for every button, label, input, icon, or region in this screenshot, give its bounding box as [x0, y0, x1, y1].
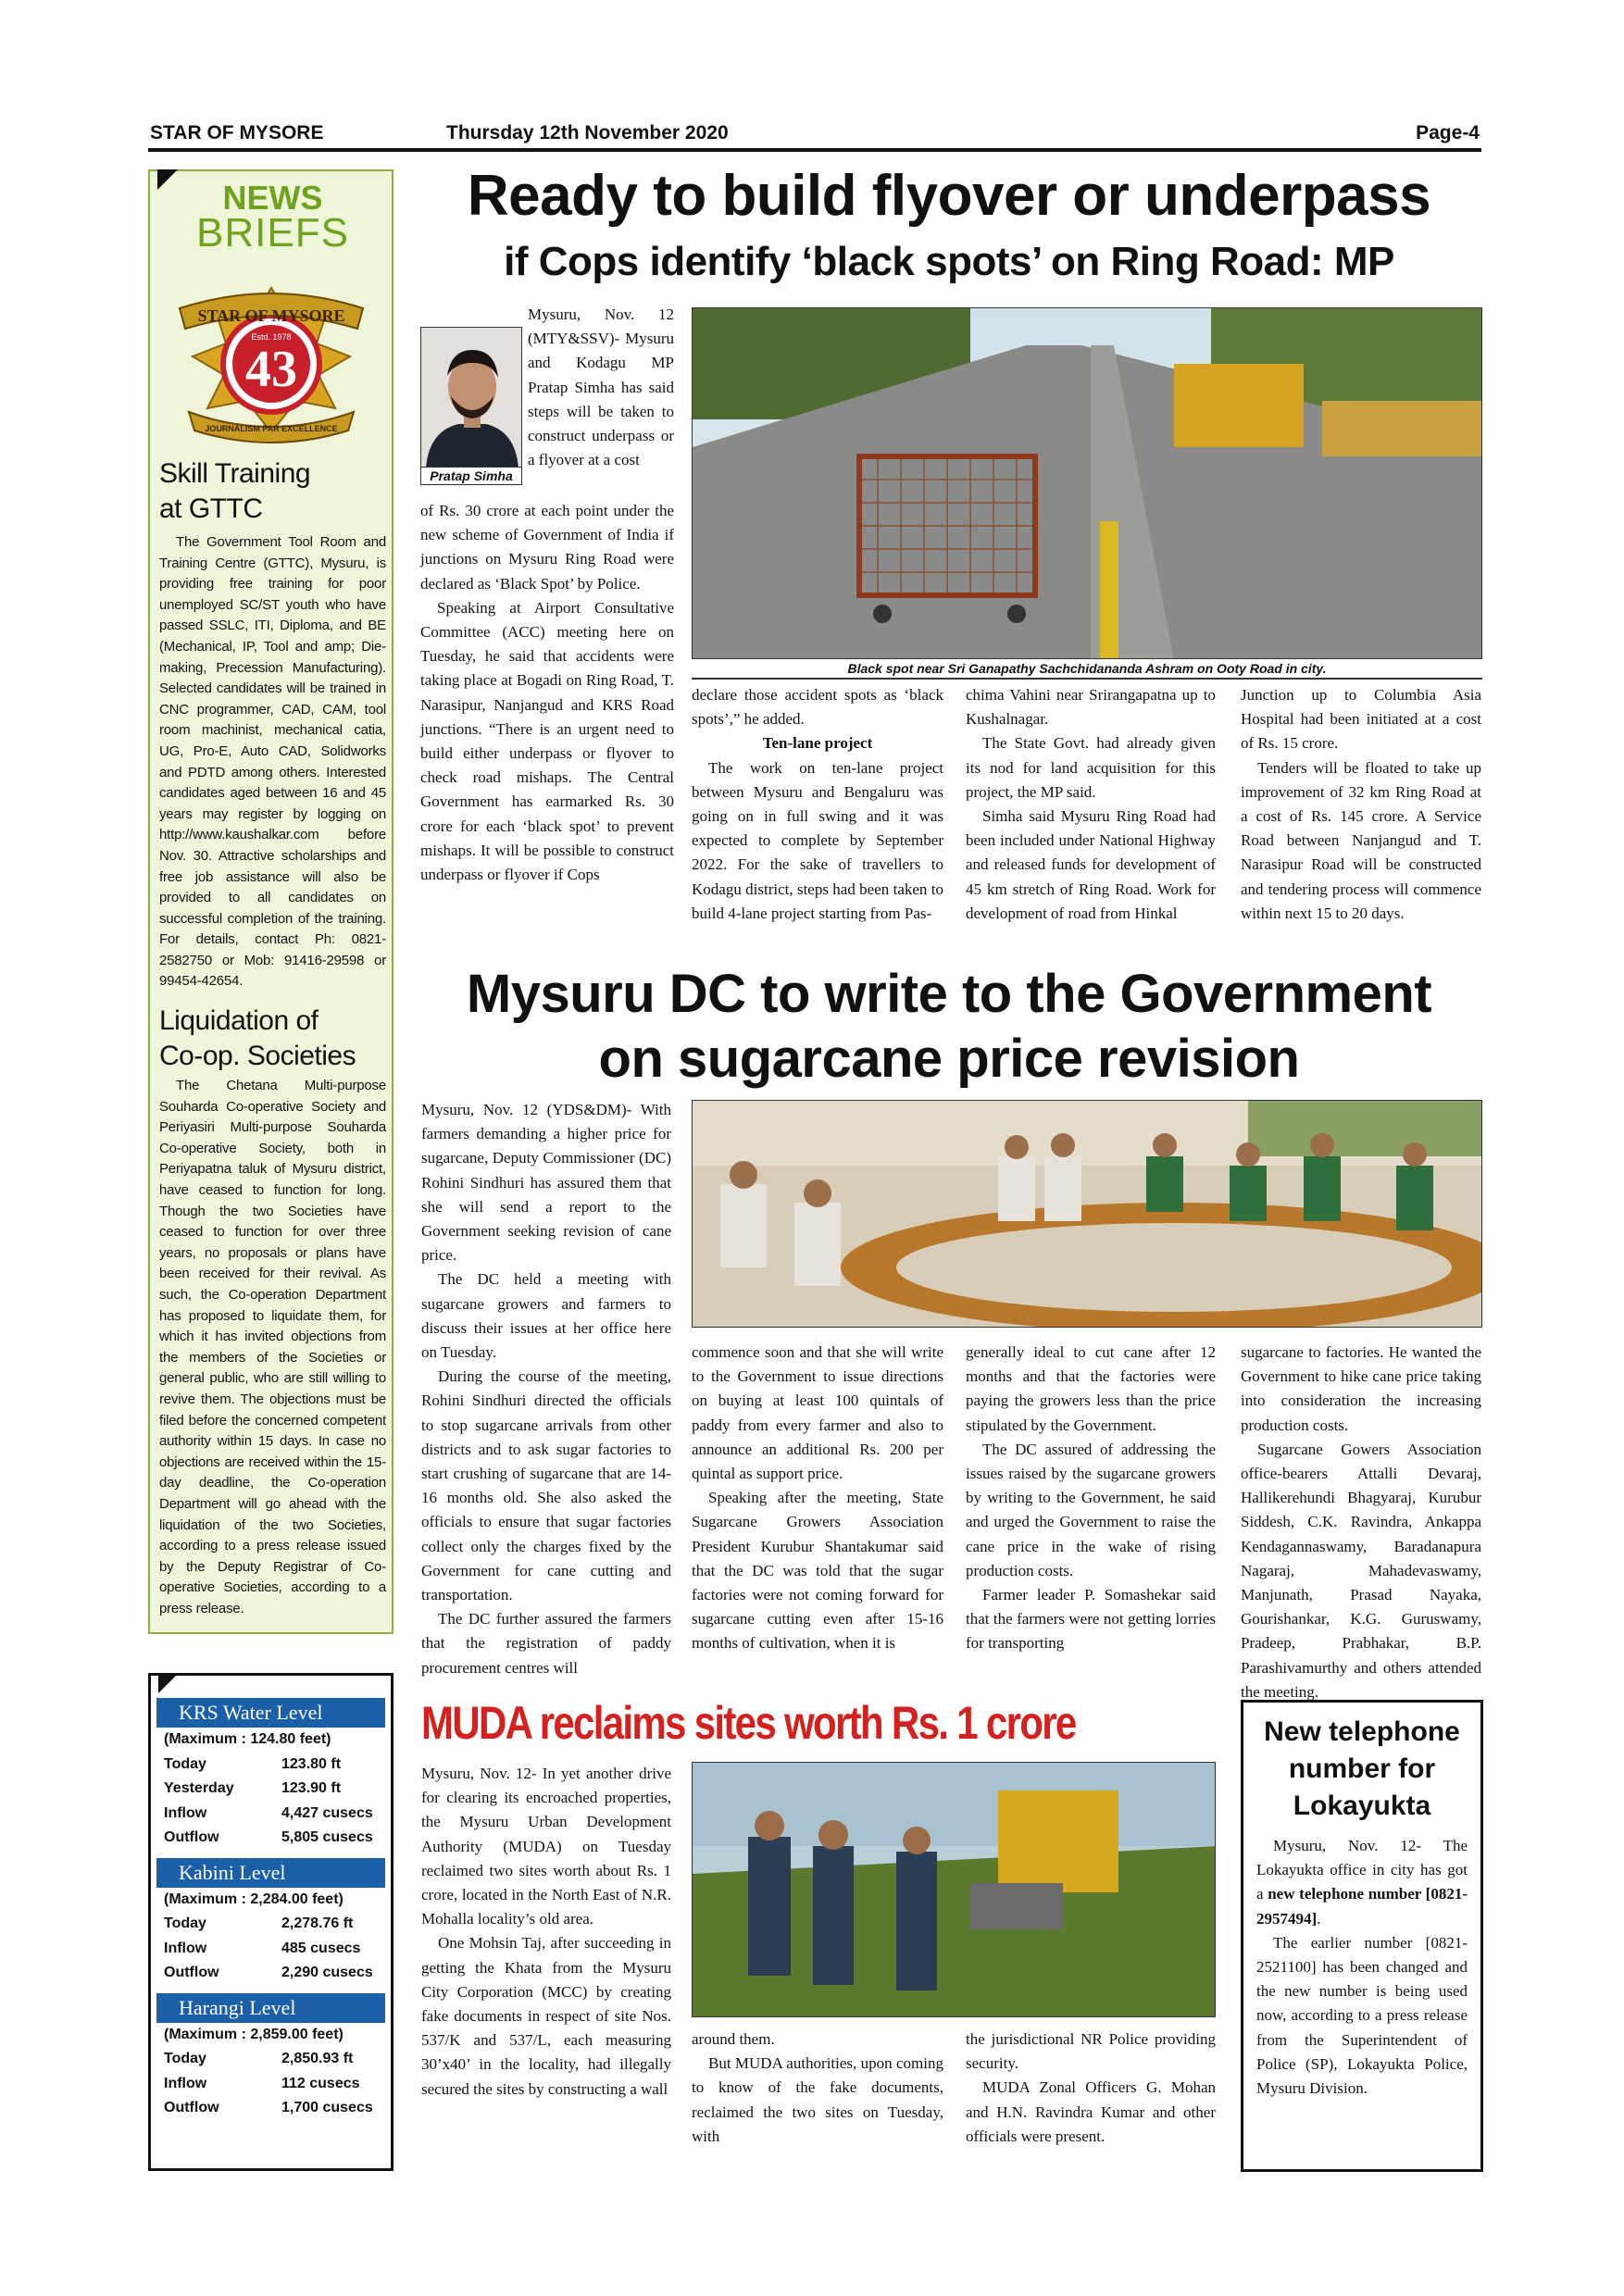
anniversary-logo — [152, 282, 391, 449]
news-briefs-panel — [148, 169, 394, 1634]
reservoir-row — [156, 2072, 385, 2097]
story3-headline: MUDA reclaims sites worth Rs. 1 crore — [421, 1697, 1076, 1749]
reservoir-row-label: Inflow — [164, 2075, 207, 2091]
story3-col2: around them. But MUDA authorities, upon coming to know of the fake documents, reclaimed the two sites on Tuesday, with — [692, 2030, 943, 2145]
reservoir-level-block — [156, 1858, 385, 1986]
reservoir-level-block — [156, 1698, 385, 1851]
reservoir-maximum: (Maximum : 2,284.00 feet) — [164, 1890, 344, 1907]
story4-body: Mysuru, Nov. 12- The Lokayukta office in city has got a new telephone number [0821-2957494]. The earlier number [0821-2521100] has been changed and the new number is being used now, according to a press release from the Superintendent of Police (SP), Lokayukta Police, Mysuru Division. — [1256, 1837, 1468, 2098]
story2-col2: commence soon and that she will write to the Government to issue directions on buying at least 100 quintals of paddy from every farmer and also to announce an additional Rs. 200 per quintal as support price. Speaking after the meeting, State Sugarcane Growers Association President Kurubur Shantakumar said that the DC was told that the sugar factories were not coming forward for sugarcane cutting even after 15-16 months of cultivation, when it is — [692, 1343, 943, 1653]
story2-col4: sugarcane to factories. He wanted the Government to hike cane price taking into consideration the increasing production costs. Sugarcane Gowers Association office-bearers Attalli Devaraj, Hallikerehundi Bhagyaraj, Kurubur Siddesh, C.K. Ravindra, Ankappa Kendagannaswamy, Baradanapura Nagaraj, Mahadevaswamy, Manjunath, Prasad Nayaka, Gourishankar, K.G. Guruswamy, Pradeep, Prabhakar, B.P. Parashivamurthy and others attended the meeting. — [1241, 1343, 1481, 1701]
phone-number: new telephone number [0821-2957494] — [1256, 1885, 1468, 1928]
reservoir-row — [156, 1937, 385, 1962]
reservoir-row-value: 123.80 ft — [281, 1755, 342, 1772]
reservoir-row — [156, 1912, 385, 1937]
story2-headline-line2: on sugarcane price revision — [598, 1029, 1300, 1089]
reservoir-title: KRS Water Level — [156, 1698, 385, 1728]
subhead: Ten-lane project — [762, 734, 873, 753]
issue-date: Thursday 12th November 2020 — [446, 122, 729, 144]
reservoir-row-value: 485 cusecs — [281, 1940, 361, 1956]
masthead — [148, 119, 1481, 152]
reservoir-row — [156, 1777, 385, 1802]
story1-col3: chima Vahini near Srirangapatna up to Kushalnagar. The State Govt. had already given its nod for land acquisition for this project, the MP said. Simha said Mysuru Ring Road had been included under National Highway and released funds for development of 45 km stretch of Ring Road. Work for development of road from Hinkal — [966, 686, 1216, 922]
muda-site-photo — [692, 1762, 1216, 2017]
corner-tick-icon — [158, 1673, 179, 1693]
brief-heading: Skill Training at GTTC — [159, 458, 311, 524]
portrait-photo — [420, 327, 522, 468]
svg-text:STAR OF MYSORE: STAR OF MYSORE — [197, 306, 345, 325]
story1-col1: of Rs. 30 crore at each point under the new scheme of Government of India if junctions on Mysuru Ring Road were declared as ‘Black Spot’ by Police. Speaking at Airport Consultative Committee (ACC) meeting here on Tuesday, he said that accidents were taking place at Bogadi on Ring Road, T. Narasipur, Nanjangud and KRS Road junctions. “There is an urgent need to build either underpass or flyover to check road mishaps. The Central Government has earmarked Rs. 30 crore for each ‘black spot’ to prevent mishaps. It will be possible to construct underpass or flyover if Cops — [420, 502, 674, 884]
reservoir-row-label: Inflow — [164, 1940, 207, 1956]
story2-headline-line1: Mysuru DC to write to the Government — [466, 964, 1432, 1024]
reservoir-title: Harangi Level — [156, 1993, 385, 2023]
ring-road-photo — [692, 307, 1482, 659]
reservoir-row-value: 2,278.76 ft — [281, 1915, 354, 1931]
reservoir-row-label: Outflow — [164, 1965, 219, 1980]
story1-headline: Ready to build flyover or underpass — [467, 164, 1431, 228]
briefs-title: NEWS BRIEFS — [196, 179, 349, 256]
reservoir-row — [156, 1753, 385, 1778]
meeting-photo — [692, 1100, 1482, 1328]
reservoir-row — [156, 2047, 385, 2072]
reservoir-row — [156, 2096, 385, 2121]
reservoir-row-value: 4,427 cusecs — [281, 1804, 373, 1821]
reservoir-row-label: Today — [164, 2051, 206, 2066]
svg-text:43: 43 — [245, 341, 297, 398]
story2-col3: generally ideal to cut cane after 12 months and that the factories were paying the growers less than the price stipulated by the Government. The DC assured of addressing the issues raised by the sugarcane growers by writing to the Government, he said and urged the Government to raise the cane price in the wake of rising production costs. Farmer leader P. Somashekar said that the farmers were not getting lorries for transporting — [966, 1343, 1216, 1653]
reservoir-row — [156, 1802, 385, 1827]
brief-heading: Liquidation of Co-op. Societies — [159, 1005, 356, 1072]
reservoir-maximum: (Maximum : 2,859.00 feet) — [164, 2026, 344, 2042]
story3-col3: the jurisdictional NR Police providing security. MUDA Zonal Officers G. Mohan and H.N. Ravindra Kumar and other officials were present. — [966, 2030, 1216, 2145]
reservoir-row-label: Outflow — [164, 2100, 219, 2115]
reservoir-row-label: Inflow — [164, 1804, 207, 1821]
reservoir-row — [156, 1826, 385, 1851]
story1-col4: Junction up to Columbia Asia Hospital had been initiated at a cost of Rs. 15 crore. Tenders will be floated to take up improvement of 32 km Ring Road at a cost of Rs. 145 crore. A Service Road between Nanjangud and T. Narasipur Road will be constructed and tendering process will commence within next 15 to 20 days. — [1241, 686, 1481, 922]
story1-col2: declare those accident spots as ‘black spots’,” he added. Ten-lane project The work on ten-lane project between Mysuru and Bengaluru was going on in full swing and it was expected to complete by September 2022. For the sake of travellers to Kodagu district, steps had been taken to build 4-lane project starting from Pas- — [692, 686, 943, 922]
reservoir-row-value: 2,850.93 ft — [281, 2051, 354, 2066]
reservoir-row-value: 112 cusecs — [281, 2075, 360, 2091]
story4-headline: New telephone number for Lokayukta — [1264, 1716, 1460, 1821]
portrait-caption: Pratap Simha — [420, 467, 522, 485]
story1-subhead: if Cops identify ‘black spots’ on Ring Road: MP — [504, 239, 1394, 284]
reservoir-title: Kabini Level — [156, 1858, 385, 1888]
reservoir-levels-box — [148, 1673, 394, 2171]
story1-col1-top: Mysuru, Nov. 12 (MTY&SSV)- Mysuru and Kodagu MP Pratap Simha has said steps will be taken to construct underpass or a flyover at a cost — [528, 306, 674, 469]
reservoir-row-value: 5,805 cusecs — [281, 1829, 373, 1845]
brief-body: The Chetana Multi-purpose Souharda Co-operative Society and Periyasiri Multi-purpose Souharda Co-operative Society, both in Periyapatna taluk of Mysuru district, have ceased to function for long. Though the two Societies have ceased to function for over three years, no proposals or plans have been received for their revival. As such, the Co-operation Department has proposed to liquidate them, for which it has invited objections from the members of the Societies or general public, who are still willing to revive them. The objections must be filed before the concerned competent authority within 15 days. In case no objections are received within the 15-day deadline, the Co-operation Department will go ahead with the liquidation of the two Societies, according to a press release issued by the Deputy Registrar of Co-operative Societies, according to a press release. — [159, 1078, 386, 1616]
reservoir-row — [156, 1961, 385, 1986]
brief-body: The Government Tool Room and Training Centre (GTTC), Mysuru, is providing free training for poor unemployed SC/ST youth who have passed SSLC, ITI, Diploma, and BE (Mechanical, IP, Tool and amp; Die-making, Precession Manufacturing). Selected candidates will be trained in CNC programmer, CAD, CAM, tool room machinist, mechanical catia, UG, Pro-E, Auto CAD, Solidworks and PDTD among others. Interested candidates aged between 16 and 45 years may register by logging on http://www.kaushalkar.com before Nov. 30. Attractive scholarships and free job assistance will also be provided to all candidates on successful completion of the training. For details, contact Ph: 0821-2582750 or Mob: 91416-29598 or 99454-42654. — [159, 534, 386, 990]
reservoir-row-label: Today — [164, 1915, 206, 1931]
reservoir-row-label: Today — [164, 1755, 206, 1772]
ring-road-photo-caption: Black spot near Sri Ganapathy Sachchidananda Ashram on Ooty Road in city. — [692, 659, 1482, 680]
page-number: Page-4 — [1416, 122, 1480, 144]
story2-col1: Mysuru, Nov. 12 (YDS&DM)- With farmers demanding a higher price for sugarcane, Deputy Commissioner (DC) Rohini Sindhuri has assured them that she will send a report to the Government seeking revision of cane price. The DC held a meeting with sugarcane growers and farmers to discuss their issues at her office here on Tuesday. During the course of the meeting, Rohini Sindhuri directed the officials to stop sugarcane arrivals from other districts and to ask sugar factories to start crushing of sugarcane that are 14-16 months old. She also asked the officials to ensure that sugar factories collect only the charges fixed by the Government for cane cutting and transportation. The DC further assured the farmers that the registration of paddy procurement centres will — [421, 1101, 671, 1677]
lokayukta-box — [1241, 1700, 1483, 2172]
reservoir-row-value: 123.90 ft — [281, 1780, 342, 1796]
reservoir-level-block — [156, 1993, 385, 2121]
reservoir-row-value: 1,700 cusecs — [281, 2100, 373, 2115]
svg-text:Estd. 1978: Estd. 1978 — [251, 332, 292, 342]
reservoir-row-label: Yesterday — [164, 1780, 234, 1796]
svg-text:JOURNALISM PAR EXCELLENCE: JOURNALISM PAR EXCELLENCE — [205, 424, 338, 433]
story3-col1: Mysuru, Nov. 12- In yet another drive for clearing its encroached properties, the Mysuru Urban Development Authority (MUDA) on Tuesday reclaimed two sites worth about Rs. 1 crore, located in the North East of N.R. Mohalla locality’s old area. One Mohsin Taj, after succeeding in getting the Khata from the Mysuru City Corporation (MCC) by creating fake documents in respect of site Nos. 537/K and 537/L, each measuring 30’x40’ in the locality, had illegally secured the sites by constructing a wall — [421, 1765, 671, 2098]
reservoir-row-label: Outflow — [164, 1829, 219, 1845]
reservoir-row-value: 2,290 cusecs — [281, 1965, 373, 1980]
paper-name: STAR OF MYSORE — [150, 122, 324, 144]
reservoir-maximum: (Maximum : 124.80 feet) — [164, 1731, 331, 1747]
